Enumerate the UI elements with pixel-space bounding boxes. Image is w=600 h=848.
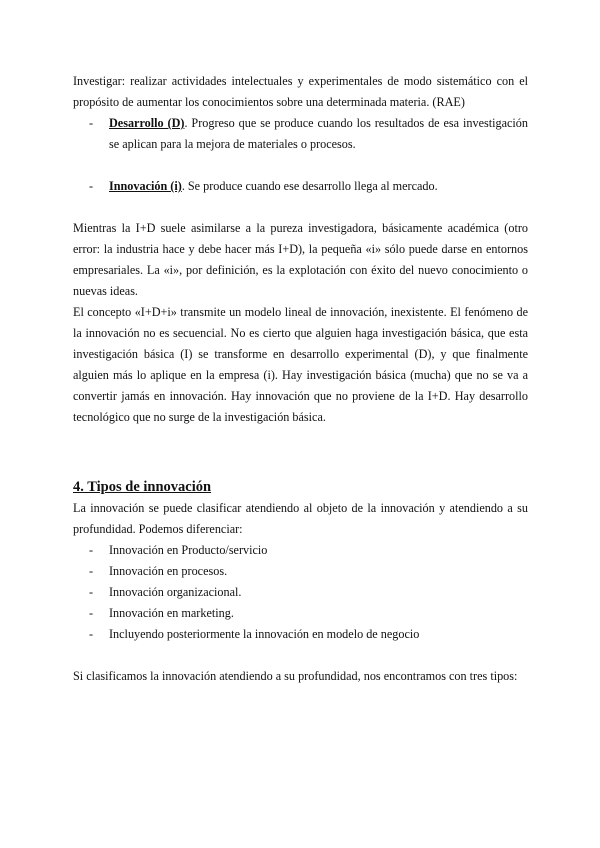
closing-paragraph: Si clasificamos la innovación atendiendo a su profundidad, nos encontramos con tres tipos: xyxy=(73,669,518,683)
body-paragraph: Mientras la I+D suele asimilarse a la pureza investigadora, básicamente académica (otro error: la industria hace y debe hacer más I+D), la pequeña «i» sólo puede darse en entornos empresariales. La «i», por definición, es la explotación con éxito del nuevo conocimiento o nuevas ideas. xyxy=(73,221,528,298)
list-item-text: Innovación en Producto/servicio xyxy=(109,543,268,557)
definition-item-desarrollo xyxy=(73,113,528,155)
list-bullet: - xyxy=(89,627,94,641)
definition-list xyxy=(73,113,528,197)
definition-item-innovacion xyxy=(73,176,528,197)
list-item-text: Incluyendo posteriormente la innovación en modelo de negocio xyxy=(109,627,420,641)
list-item xyxy=(73,561,528,582)
innovation-types-list xyxy=(73,540,528,645)
list-bullet: - xyxy=(89,585,94,599)
document-page xyxy=(73,71,528,687)
section-intro-paragraph: La innovación se puede clasificar atendiendo al objeto de la innovación y atendiendo a su profundidad. Podemos diferenciar: xyxy=(73,501,528,536)
list-item xyxy=(73,624,528,645)
list-bullet: - xyxy=(89,116,94,130)
definition-text: . Progreso que se produce cuando los resultados de esa investigación se aplican para la mejora de materiales o procesos. xyxy=(109,116,528,151)
section-heading: 4. Tipos de innovación xyxy=(73,479,212,495)
list-item xyxy=(73,603,528,624)
definition-term: Innovación (i) xyxy=(109,179,182,193)
body-paragraph: El concepto «I+D+i» transmite un modelo lineal de innovación, inexistente. El fenómeno de la innovación no es secuencial. No es cierto que alguien haga investigación básica, que esta investigación básica (I) se transforme en desarrollo experimental (D), y que finalmente alguien más lo aplique en la empresa (i). Hay investigación básica (mucha) que no se va a convertir jamás en innovación. Hay innovación que no proviene de la I+D. Hay desarrollo tecnológico que no surge de la investigación básica. xyxy=(73,305,528,424)
list-bullet: - xyxy=(89,543,94,557)
list-item-text: Innovación en marketing. xyxy=(109,606,234,620)
definition-term: Desarrollo (D) xyxy=(109,116,185,130)
list-bullet: - xyxy=(89,564,94,578)
definition-text: . Se produce cuando ese desarrollo llega al mercado. xyxy=(181,179,438,193)
list-item xyxy=(73,582,528,603)
list-item-text: Innovación organizacional. xyxy=(109,585,242,599)
list-bullet: - xyxy=(89,606,94,620)
intro-paragraph: Investigar: realizar actividades intelectuales y experimentales de modo sistemático con el propósito de aumentar los conocimientos sobre una determinada materia. (RAE) xyxy=(73,74,528,109)
list-bullet: - xyxy=(89,179,94,193)
list-item-text: Innovación en procesos. xyxy=(109,564,228,578)
list-item xyxy=(73,540,528,561)
